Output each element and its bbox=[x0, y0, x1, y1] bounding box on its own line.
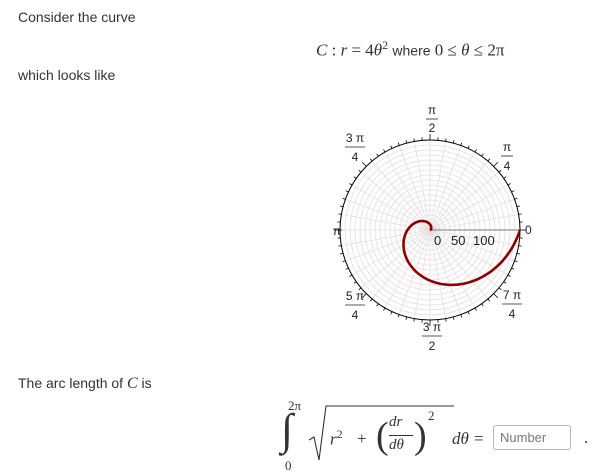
angle-label-3pi-2-den: 2 bbox=[428, 339, 436, 353]
colon: : bbox=[331, 40, 337, 60]
angle-label-5pi-4-num: 5 π bbox=[345, 289, 365, 303]
frac-denominator bbox=[389, 437, 404, 454]
d-theta bbox=[452, 429, 469, 449]
theta-var: θ bbox=[461, 40, 470, 60]
frac-bar bbox=[389, 435, 413, 436]
intro-text: Consider the curve bbox=[18, 9, 136, 25]
le-sign-1: ≤ bbox=[447, 40, 457, 60]
lower-bound: 0 bbox=[434, 40, 444, 60]
outer-exponent: 2 bbox=[428, 408, 435, 423]
integral-upper-limit: 2π bbox=[288, 398, 302, 413]
integrand-r bbox=[330, 427, 343, 450]
left-paren: ( bbox=[376, 415, 389, 457]
rhs-coef: 4 bbox=[365, 40, 374, 60]
radial-label-100: 100 bbox=[473, 233, 495, 248]
curve-definition bbox=[316, 38, 504, 61]
frac-numerator-text: dr bbox=[389, 414, 403, 430]
arc-length-text: The arc length of bbox=[18, 375, 124, 391]
r-var: r bbox=[340, 40, 348, 60]
curve-name: C bbox=[316, 40, 328, 60]
rhs-theta: θ bbox=[373, 40, 383, 60]
answer-input[interactable] bbox=[493, 425, 571, 450]
arc-curve-name: C bbox=[126, 375, 138, 392]
angle-label-pi-2-num: π bbox=[427, 103, 437, 117]
integrand-r-var: r bbox=[330, 429, 337, 449]
angle-label-pi-4-num: π bbox=[502, 140, 512, 154]
radial-label-0: 0 bbox=[434, 233, 442, 248]
radial-label-50: 50 bbox=[451, 233, 466, 248]
rhs-exponent: 2 bbox=[382, 38, 389, 52]
integral-lower-limit: 0 bbox=[285, 458, 292, 473]
angle-label-7pi-4-den: 4 bbox=[508, 307, 516, 321]
le-sign-2: ≤ bbox=[473, 40, 484, 60]
frac-numerator bbox=[389, 414, 402, 431]
arc-length-sentence bbox=[18, 375, 152, 393]
angle-label-pi: π bbox=[332, 224, 341, 238]
frac-denominator-text: dθ bbox=[389, 437, 404, 453]
angle-label-0: 0 bbox=[525, 223, 532, 237]
angle-label-pi-4-den: 4 bbox=[503, 159, 511, 173]
angle-label-7pi-4-num: 7 π bbox=[502, 288, 522, 302]
integrand-plus: + bbox=[357, 429, 367, 448]
right-paren: ) bbox=[414, 415, 427, 457]
angle-tick bbox=[494, 294, 498, 298]
angle-label-3pi-4-den: 4 bbox=[351, 150, 359, 164]
integral-sign: ∫ bbox=[281, 405, 294, 454]
polar-plot bbox=[300, 100, 560, 360]
angle-tick bbox=[362, 162, 366, 166]
where-word: where bbox=[392, 42, 431, 59]
trailing-period: . bbox=[584, 428, 589, 447]
upper-bound: 2π bbox=[487, 40, 505, 60]
arc-is-text: is bbox=[141, 375, 152, 391]
integral-equals: = bbox=[474, 429, 484, 448]
angle-label-3pi-4-num: 3 π bbox=[345, 131, 365, 145]
integrand-r-exp: 2 bbox=[336, 427, 343, 441]
looks-like-text: which looks like bbox=[18, 67, 116, 83]
d-theta-text: dθ bbox=[452, 429, 469, 448]
angle-tick bbox=[494, 162, 498, 166]
equals: = bbox=[351, 40, 362, 60]
angle-label-pi-2-den: 2 bbox=[428, 121, 436, 135]
angle-label-3pi-2-num: 3 π bbox=[422, 320, 442, 334]
angle-label-5pi-4-den: 4 bbox=[351, 308, 359, 322]
